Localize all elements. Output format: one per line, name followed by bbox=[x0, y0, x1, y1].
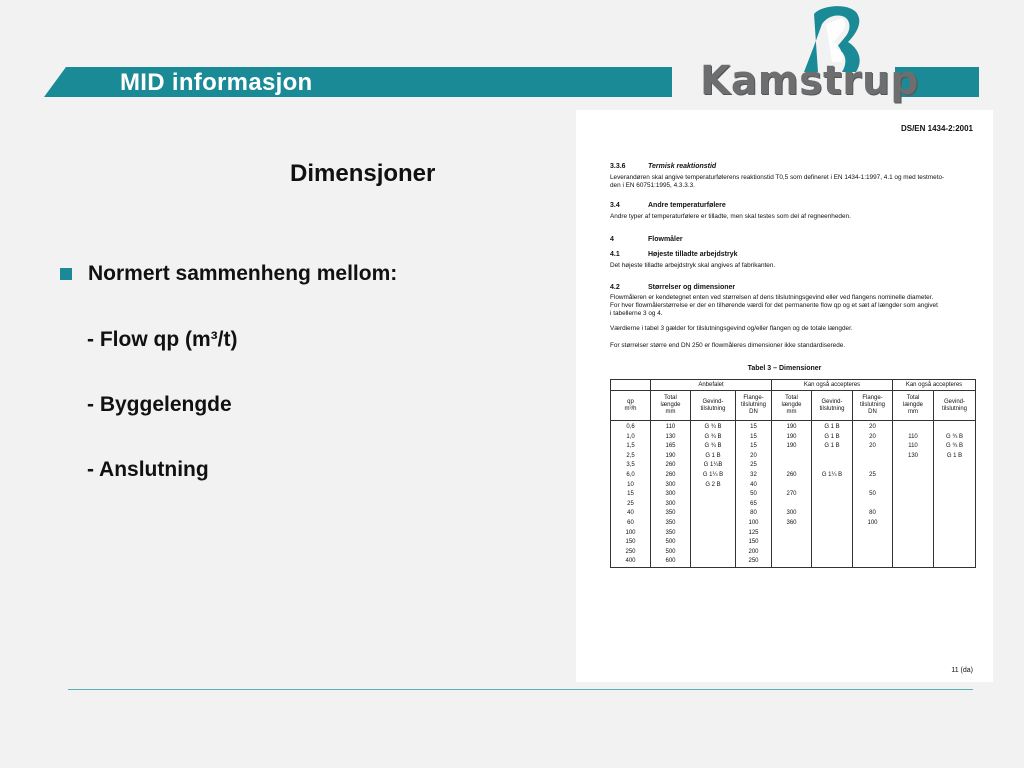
table-cell: 65 bbox=[736, 500, 772, 510]
table-row bbox=[611, 433, 976, 443]
table-row bbox=[611, 557, 976, 567]
table-cell: G ¾ B bbox=[691, 433, 736, 443]
table-column-header: Flange- tilslutning DN bbox=[736, 391, 772, 421]
table-cell: 250 bbox=[611, 548, 651, 558]
table-cell bbox=[853, 500, 893, 510]
table-cell: 15 bbox=[736, 442, 772, 452]
table-cell bbox=[772, 481, 812, 491]
table-cell: 15 bbox=[611, 490, 651, 500]
table-row bbox=[611, 481, 976, 491]
table-cell: 40 bbox=[611, 509, 651, 519]
table-cell bbox=[893, 461, 934, 471]
table-cell: 125 bbox=[736, 529, 772, 539]
table-row bbox=[611, 538, 976, 548]
dn-paragraph: For størrelser større end DN 250 er flowmåleres dimensioner ikke standardiserede. bbox=[610, 342, 846, 349]
table-cell: G 1 B bbox=[812, 442, 853, 452]
table-group-empty bbox=[611, 380, 651, 391]
table-row bbox=[611, 548, 976, 558]
table-cell: 10 bbox=[611, 481, 651, 491]
section-number: 4 bbox=[610, 236, 614, 243]
table-cell: 190 bbox=[772, 421, 812, 433]
table-cell bbox=[812, 519, 853, 529]
table-column-header: Gevind- tilslutning bbox=[934, 391, 976, 421]
table-cell: 350 bbox=[651, 509, 691, 519]
table-cell bbox=[772, 538, 812, 548]
table-cell: G 1 B bbox=[812, 433, 853, 443]
table-cell: 130 bbox=[893, 452, 934, 462]
table-cell: 20 bbox=[853, 442, 893, 452]
table-cell: 100 bbox=[736, 519, 772, 529]
table-cell bbox=[853, 548, 893, 558]
table-cell bbox=[812, 557, 853, 567]
table-cell bbox=[812, 538, 853, 548]
table-cell: 110 bbox=[893, 442, 934, 452]
table-cell bbox=[853, 538, 893, 548]
table-cell: 15 bbox=[736, 421, 772, 433]
table-column-header: Gevind- tilslutning bbox=[812, 391, 853, 421]
table-column-header: qp m³/h bbox=[611, 391, 651, 421]
dimensions-table bbox=[610, 379, 976, 568]
table-cell: 20 bbox=[853, 421, 893, 433]
table-cell: 1,0 bbox=[611, 433, 651, 443]
table-cell bbox=[893, 519, 934, 529]
table-cell bbox=[812, 481, 853, 491]
table-cell: 350 bbox=[651, 529, 691, 539]
table-cell: 300 bbox=[651, 490, 691, 500]
table-row bbox=[611, 509, 976, 519]
table-cell: G ¾ B bbox=[934, 433, 976, 443]
table-cell bbox=[691, 529, 736, 539]
table-cell bbox=[812, 529, 853, 539]
table-cell bbox=[893, 471, 934, 481]
table-cell: G ¾ B bbox=[691, 442, 736, 452]
table-cell: 500 bbox=[651, 538, 691, 548]
table-column-header: Total længde mm bbox=[893, 391, 934, 421]
table-cell bbox=[812, 461, 853, 471]
section-text: den i EN 60751:1995, 4.3.3.3. bbox=[610, 182, 695, 189]
table-cell: G 2 B bbox=[691, 481, 736, 491]
table-cell: G 1¼ B bbox=[812, 471, 853, 481]
section-text: Leverandøren skal angive temperaturfølerens reaktionstid T0,5 som defineret i EN 1434-1:1997, 4.1 og med testmeto- bbox=[610, 174, 945, 181]
table-cell: 25 bbox=[853, 471, 893, 481]
table-cell bbox=[853, 481, 893, 491]
table-cell bbox=[934, 421, 976, 433]
table-row bbox=[611, 500, 976, 510]
sub-item-anslutning: - Anslutning bbox=[87, 458, 209, 481]
table-cell: 150 bbox=[611, 538, 651, 548]
table-cell: 300 bbox=[772, 509, 812, 519]
table-cell: 6,0 bbox=[611, 471, 651, 481]
table-cell: 600 bbox=[651, 557, 691, 567]
section-text: i tabellerne 3 og 4. bbox=[610, 310, 663, 317]
table-cell: 165 bbox=[651, 442, 691, 452]
table-cell: 350 bbox=[651, 519, 691, 529]
table-cell: 300 bbox=[651, 481, 691, 491]
table-cell bbox=[934, 509, 976, 519]
table-cell bbox=[934, 529, 976, 539]
table-row bbox=[611, 452, 976, 462]
table-cell: 500 bbox=[651, 548, 691, 558]
section-title: Højeste tilladte arbejdstryk bbox=[648, 251, 738, 258]
table-column-header: Flange- tilslutning DN bbox=[853, 391, 893, 421]
table-column-header: Total længde mm bbox=[651, 391, 691, 421]
table-cell bbox=[772, 500, 812, 510]
table-cell bbox=[812, 509, 853, 519]
section-text: Det højeste tilladte arbejdstryk skal angives af fabrikanten. bbox=[610, 262, 776, 269]
table-group-header: Anbefalet bbox=[651, 380, 772, 391]
table-cell bbox=[853, 529, 893, 539]
table-cell bbox=[812, 500, 853, 510]
table-cell bbox=[934, 548, 976, 558]
section-number: 4.2 bbox=[610, 284, 620, 291]
standard-document-page bbox=[576, 110, 993, 682]
table-column-header: Total længde mm bbox=[772, 391, 812, 421]
table-cell bbox=[893, 509, 934, 519]
table-row bbox=[611, 471, 976, 481]
table-cell: 15 bbox=[736, 433, 772, 443]
table-cell bbox=[893, 529, 934, 539]
sub-item-flow: - Flow qp (m³/t) bbox=[87, 328, 238, 351]
table-cell bbox=[893, 500, 934, 510]
table-cell: 300 bbox=[651, 500, 691, 510]
section-text: For hver flowmålerstørrelse er der en tilhørende værdi for det permanente flow qp og et sæt af længder som angivet bbox=[610, 302, 938, 309]
slide-subtitle: Dimensjoner bbox=[290, 160, 436, 187]
table-cell bbox=[934, 490, 976, 500]
section-number: 4.1 bbox=[610, 251, 620, 258]
table-cell: 100 bbox=[611, 529, 651, 539]
table-cell bbox=[812, 490, 853, 500]
table-cell bbox=[812, 548, 853, 558]
table-row bbox=[611, 461, 976, 471]
table-cell bbox=[893, 481, 934, 491]
table-cell: 50 bbox=[853, 490, 893, 500]
table-cell: G 1¼B bbox=[691, 461, 736, 471]
section-title: Flowmåler bbox=[648, 236, 683, 243]
table-cell bbox=[691, 519, 736, 529]
table-cell bbox=[893, 557, 934, 567]
table-cell: 60 bbox=[611, 519, 651, 529]
table-cell bbox=[853, 557, 893, 567]
table-cell: 1,5 bbox=[611, 442, 651, 452]
kamstrup-wordmark: Kamstrup bbox=[700, 58, 919, 104]
table-cell: 250 bbox=[736, 557, 772, 567]
table-cell: 260 bbox=[651, 471, 691, 481]
table-cell: 0,6 bbox=[611, 421, 651, 433]
table-cell: 110 bbox=[893, 433, 934, 443]
table-cell: 110 bbox=[651, 421, 691, 433]
table-caption: Tabel 3 – Dimensioner bbox=[747, 365, 822, 372]
table-cell bbox=[893, 421, 934, 433]
section-number: 3.3.6 bbox=[610, 163, 626, 170]
table-group-header: Kan også accepteres bbox=[772, 380, 893, 391]
table-cell: 400 bbox=[611, 557, 651, 567]
table-cell: G ¾ B bbox=[691, 421, 736, 433]
section-title: Størrelser og dimensioner bbox=[648, 284, 736, 291]
table-cell bbox=[853, 461, 893, 471]
bullet-text: Normert sammenheng mellom: bbox=[88, 262, 398, 285]
table-row bbox=[611, 442, 976, 452]
section-title: Andre temperaturfølere bbox=[648, 202, 726, 209]
table-cell bbox=[772, 557, 812, 567]
document-standard-label: DS/EN 1434-2:2001 bbox=[900, 124, 973, 133]
table-cell bbox=[934, 500, 976, 510]
table-cell bbox=[772, 461, 812, 471]
table-cell bbox=[772, 548, 812, 558]
bullet-row bbox=[60, 262, 397, 286]
sub-item-byggelengde: - Byggelengde bbox=[87, 393, 232, 416]
table-cell bbox=[893, 548, 934, 558]
table-cell: 20 bbox=[853, 433, 893, 443]
bullet-square-icon bbox=[60, 268, 72, 280]
table-cell bbox=[691, 500, 736, 510]
table-cell bbox=[772, 452, 812, 462]
table-cell bbox=[934, 538, 976, 548]
table-cell: 25 bbox=[736, 461, 772, 471]
table-row bbox=[611, 490, 976, 500]
table-cell: 2,5 bbox=[611, 452, 651, 462]
table-column-header: Gevind- tilslutning bbox=[691, 391, 736, 421]
table-cell: 20 bbox=[736, 452, 772, 462]
table-cell bbox=[893, 490, 934, 500]
table-cell: G 1 B bbox=[691, 452, 736, 462]
table-cell: 190 bbox=[772, 433, 812, 443]
table-cell: G 1 B bbox=[812, 421, 853, 433]
table-row bbox=[611, 519, 976, 529]
table-cell: 50 bbox=[736, 490, 772, 500]
table-cell bbox=[934, 557, 976, 567]
section-title: Termisk reaktionstid bbox=[648, 163, 717, 170]
table-cell: 3,5 bbox=[611, 461, 651, 471]
page-title: MID informasjon bbox=[120, 69, 313, 96]
table-cell bbox=[934, 471, 976, 481]
table-group-header: Kan også accepteres bbox=[893, 380, 976, 391]
table-cell: 190 bbox=[772, 442, 812, 452]
table-cell bbox=[934, 481, 976, 491]
table-row bbox=[611, 529, 976, 539]
footer-divider bbox=[68, 689, 973, 690]
table-cell bbox=[691, 548, 736, 558]
table-cell: 150 bbox=[736, 538, 772, 548]
table-cell: 32 bbox=[736, 471, 772, 481]
table-cell: 130 bbox=[651, 433, 691, 443]
table-cell: 260 bbox=[772, 471, 812, 481]
table-cell bbox=[934, 519, 976, 529]
table-cell bbox=[691, 490, 736, 500]
table-cell bbox=[691, 538, 736, 548]
table-cell: G ¾ B bbox=[934, 442, 976, 452]
table-cell bbox=[772, 529, 812, 539]
table-cell bbox=[853, 452, 893, 462]
table-cell: 80 bbox=[736, 509, 772, 519]
table-row bbox=[611, 421, 976, 433]
table-cell: 100 bbox=[853, 519, 893, 529]
table-cell bbox=[812, 452, 853, 462]
tabel-paragraph: Værdierne i tabel 3 gælder for tilslutningsgevind og/eller flangen og de totale længder. bbox=[610, 325, 853, 332]
table-cell bbox=[893, 538, 934, 548]
table-cell bbox=[691, 557, 736, 567]
section-text: Andre typer af temperaturfølere er tilladte, men skal testes som del af regneenheden. bbox=[610, 213, 851, 220]
document-page-number: 11 (da) bbox=[951, 667, 973, 674]
section-number: 3.4 bbox=[610, 202, 620, 209]
table-cell: 270 bbox=[772, 490, 812, 500]
table-cell: 360 bbox=[772, 519, 812, 529]
table-cell: 80 bbox=[853, 509, 893, 519]
table-cell: 40 bbox=[736, 481, 772, 491]
table-cell bbox=[934, 461, 976, 471]
table-cell: 200 bbox=[736, 548, 772, 558]
section-text: Flowmåleren er kendetegnet enten ved størrelsen af dens tilslutningsgevind eller ved flangens nominelle diameter. bbox=[610, 294, 934, 301]
table-cell: G 1 B bbox=[934, 452, 976, 462]
table-cell: G 1¼ B bbox=[691, 471, 736, 481]
table-cell bbox=[691, 509, 736, 519]
table-cell: 190 bbox=[651, 452, 691, 462]
table-cell: 25 bbox=[611, 500, 651, 510]
table-cell: 260 bbox=[651, 461, 691, 471]
